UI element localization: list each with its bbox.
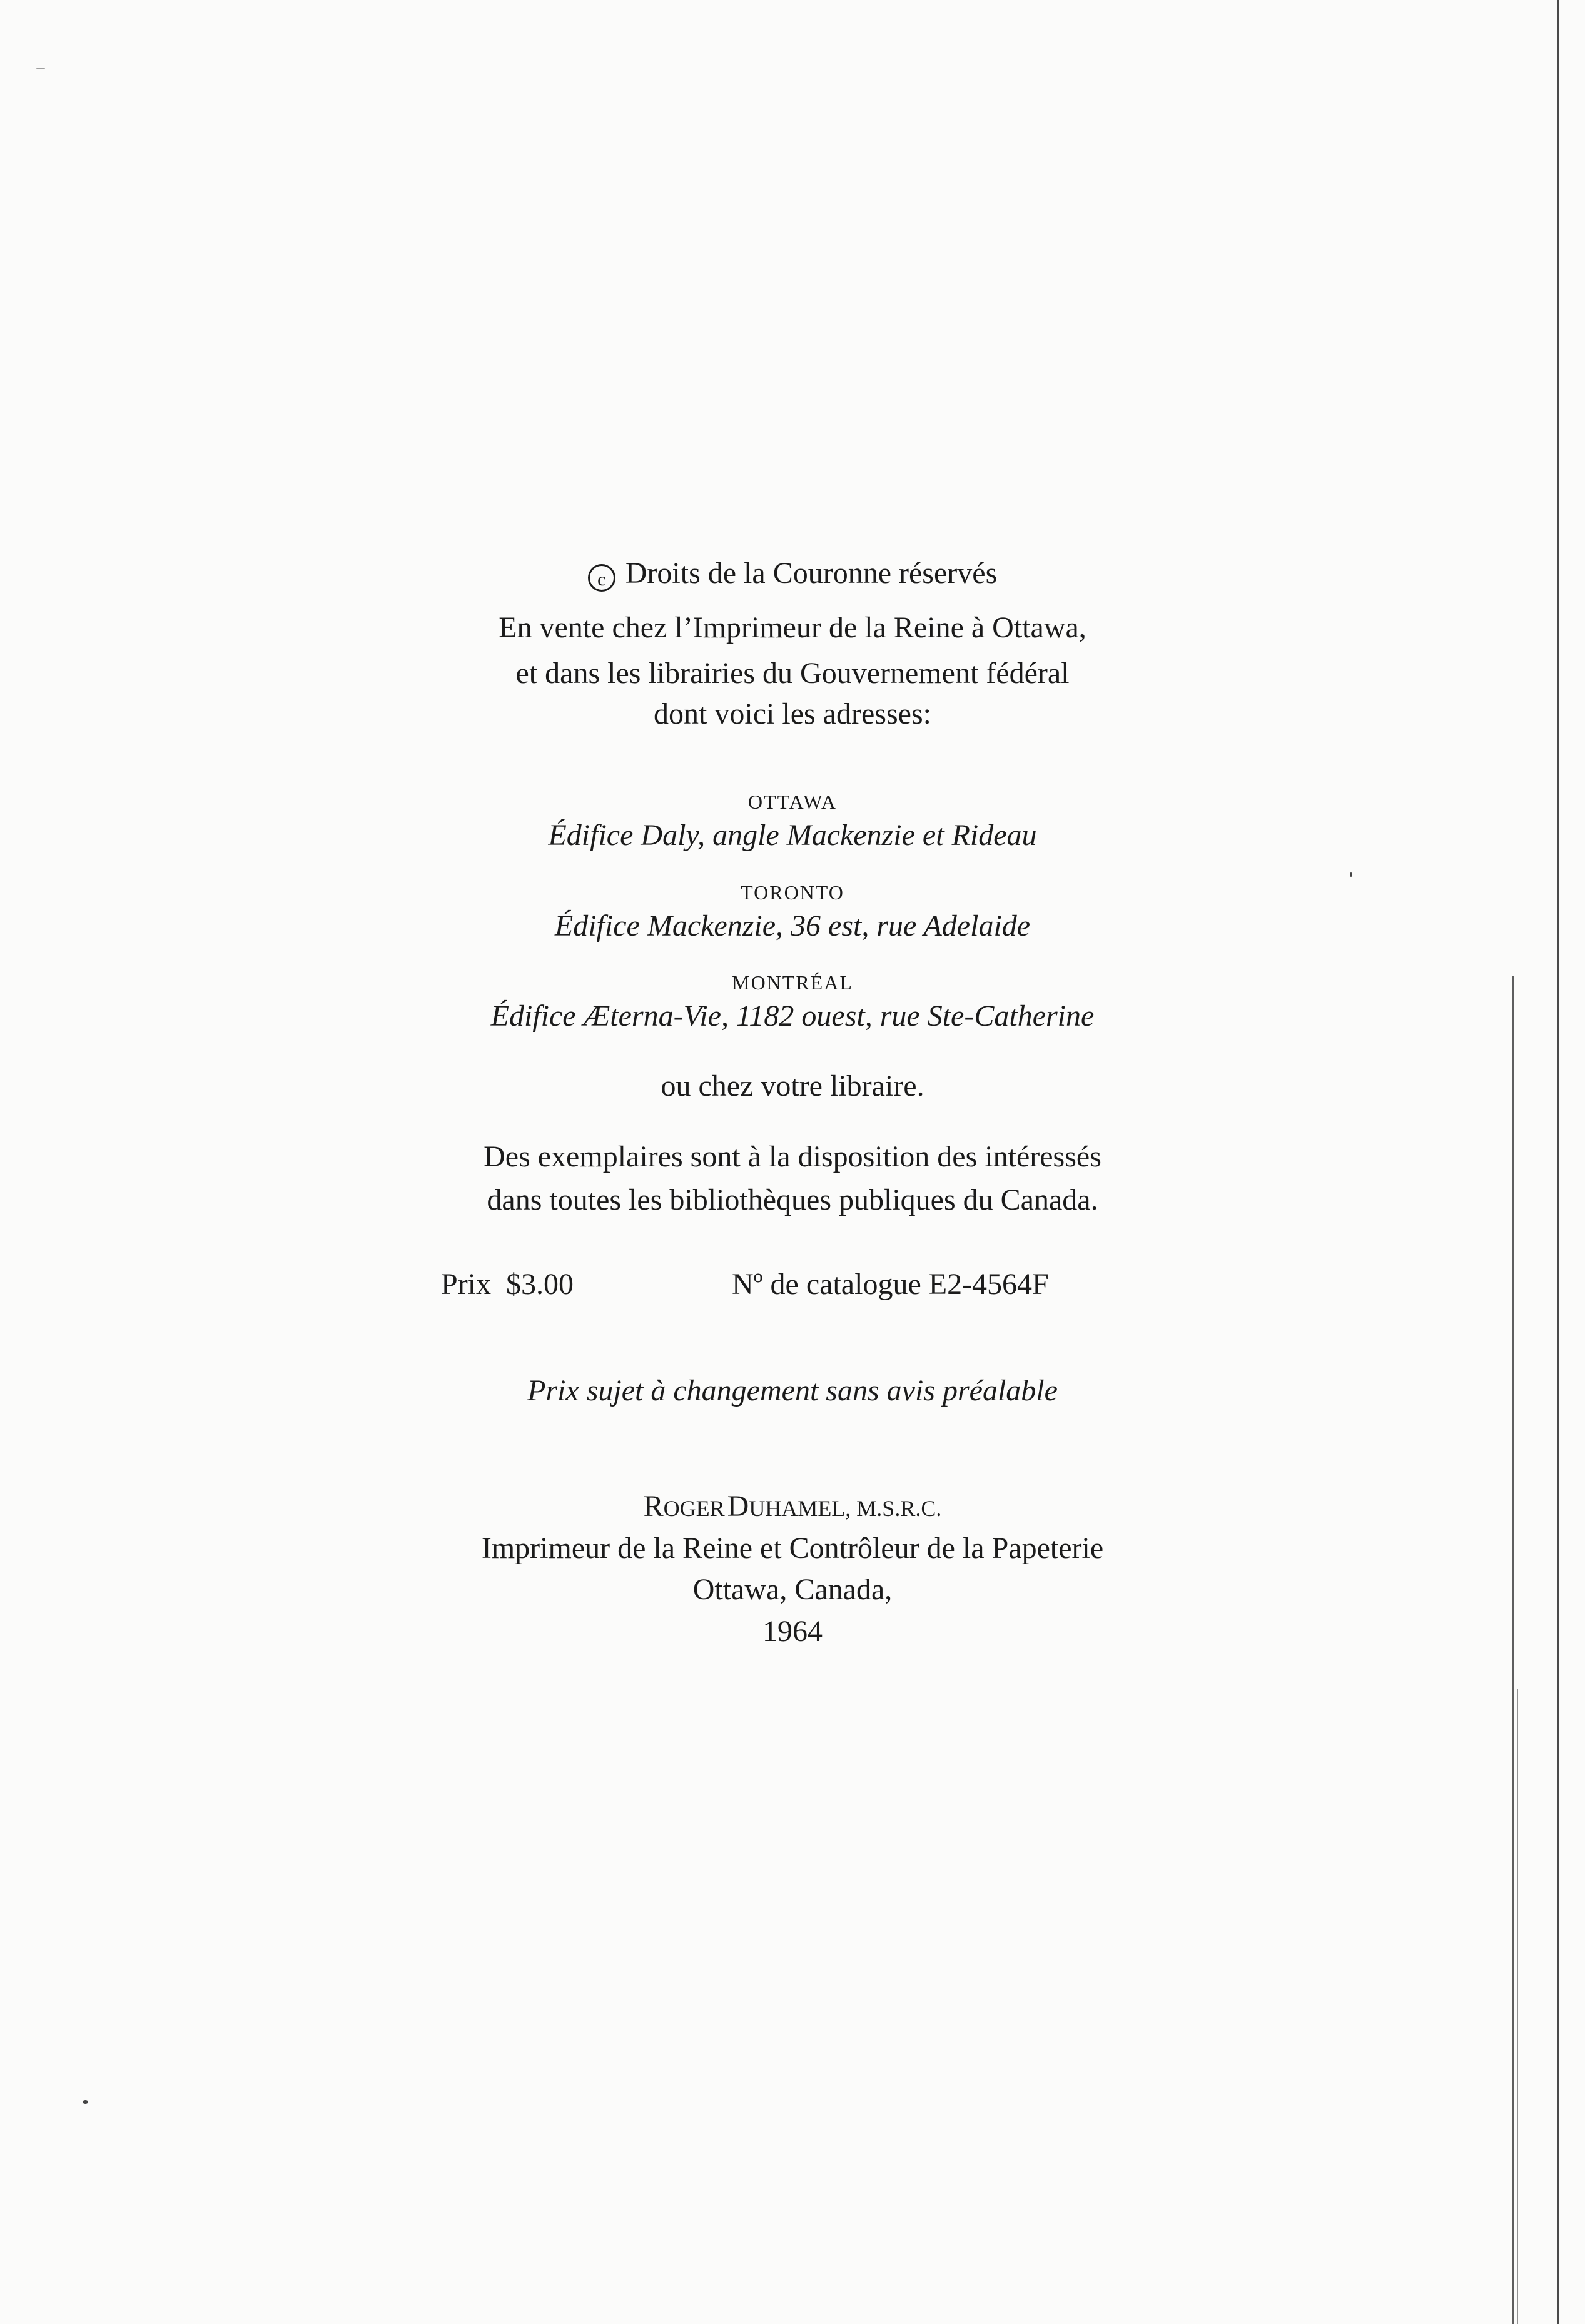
copyright-icon: c xyxy=(588,564,615,592)
bookseller-line: ou chez votre libraire. xyxy=(661,1069,924,1103)
copyright-text: Droits de la Couronne réservés xyxy=(625,557,998,590)
printer-name-initial: D xyxy=(727,1490,749,1523)
printer-place: Ottawa, Canada, xyxy=(692,1573,893,1606)
scan-edge-line xyxy=(1512,976,1514,2324)
intro-line: et dans les librairies du Gouvernement fédéral xyxy=(515,657,1070,690)
price-notice: Prix sujet à changement sans avis préalable xyxy=(527,1374,1058,1407)
city-heading-montreal: MONTRÉAL xyxy=(732,971,853,994)
printer-name-initial: R xyxy=(643,1490,664,1523)
scan-edge-line xyxy=(1517,1689,1518,2324)
catalogue-number: Nº de catalogue E2-4564F xyxy=(732,1268,1049,1301)
printer-title: Imprimeur de la Reine et Contrôleur de la Papeterie xyxy=(481,1532,1104,1565)
price-text: Prix $3.00 xyxy=(441,1268,574,1301)
printer-credentials: , M.S.R.C. xyxy=(845,1496,942,1521)
intro-line: En vente chez l’Imprimeur de la Reine à Ottawa, xyxy=(499,611,1086,644)
scan-speck xyxy=(36,68,45,69)
scan-speck xyxy=(83,2100,88,2104)
printer-name-rest: UHAMEL xyxy=(749,1496,846,1521)
address-montreal: Édifice Æterna-Vie, 1182 ouest, rue Ste-Catherine xyxy=(490,999,1095,1033)
publication-year: 1964 xyxy=(762,1615,823,1648)
intro-line: dont voici les adresses: xyxy=(654,697,931,730)
city-heading-toronto: TORONTO xyxy=(741,881,844,904)
scan-speck xyxy=(1350,872,1352,877)
address-ottawa: Édifice Daly, angle Mackenzie et Rideau xyxy=(548,819,1037,852)
availability-line: dans toutes les bibliothèques publiques du Canada. xyxy=(487,1183,1098,1216)
printer-name-rest: OGER xyxy=(663,1496,725,1521)
printer-name xyxy=(0,1492,1585,1522)
city-heading-ottawa: OTTAWA xyxy=(748,791,837,813)
availability-line: Des exemplaires sont à la disposition des intéressés xyxy=(484,1140,1101,1173)
address-toronto: Édifice Mackenzie, 36 est, rue Adelaide xyxy=(554,909,1031,942)
copyright-line xyxy=(0,558,1585,592)
